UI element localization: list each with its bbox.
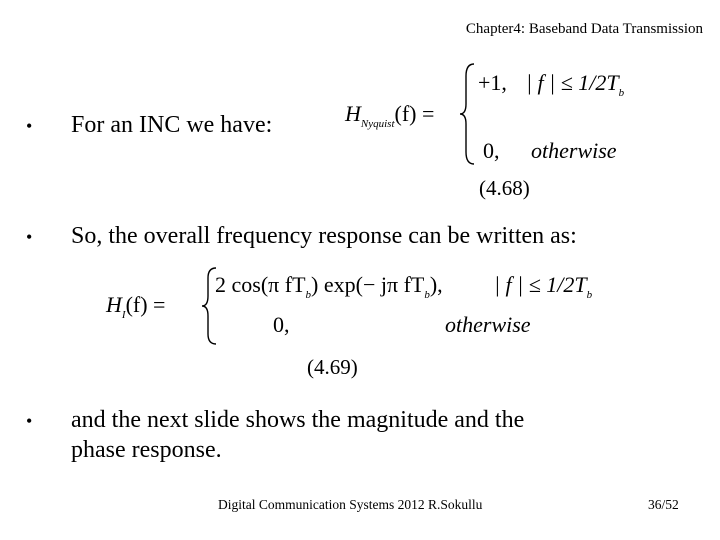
eq1-case2-condition: otherwise <box>531 138 617 163</box>
bullet-text-3-line2: phase response. <box>71 437 222 463</box>
footer-page-number: 36/52 <box>648 497 679 512</box>
eq2-case2-condition: otherwise <box>445 312 531 337</box>
bullet-marker-3: • <box>26 411 33 431</box>
footer-course-label: Digital Communication Systems 2012 R.Sokullu <box>218 497 483 512</box>
eq1-lhs: $H_{Nyquist}(f)$ = <box>345 101 435 130</box>
eq1-case1-value: +1, <box>478 70 507 95</box>
eq2-case1-value: 2 cos(π $fT_b$) exp(− jπ $fT_b$), <box>215 272 443 301</box>
eq1-case2-value: 0, <box>483 138 500 163</box>
bullet-text-1: For an INC we have: <box>71 112 273 138</box>
eq2-number: (4.69) <box>307 355 358 379</box>
eq1-brace <box>458 62 480 166</box>
eq1-case1-condition: | f | ≤ $1/2T_b$ <box>526 70 625 99</box>
eq1-number: (4.68) <box>479 176 530 200</box>
eq2-case2-value: 0, <box>273 312 290 337</box>
eq2-case1-condition: | f | ≤ $1/2T_b$ <box>494 272 593 301</box>
bullet-marker-2: • <box>26 227 33 247</box>
bullet-text-3-line1: and the next slide shows the magnitude and the <box>71 407 525 433</box>
slide-header-title: Chapter4: Baseband Data Transmission <box>465 21 703 37</box>
bullet-marker-1: • <box>26 116 33 136</box>
bullet-text-2: So, the overall frequency response can be written as: <box>71 223 577 249</box>
eq2-lhs: $H_I(f)$ = <box>106 292 166 321</box>
